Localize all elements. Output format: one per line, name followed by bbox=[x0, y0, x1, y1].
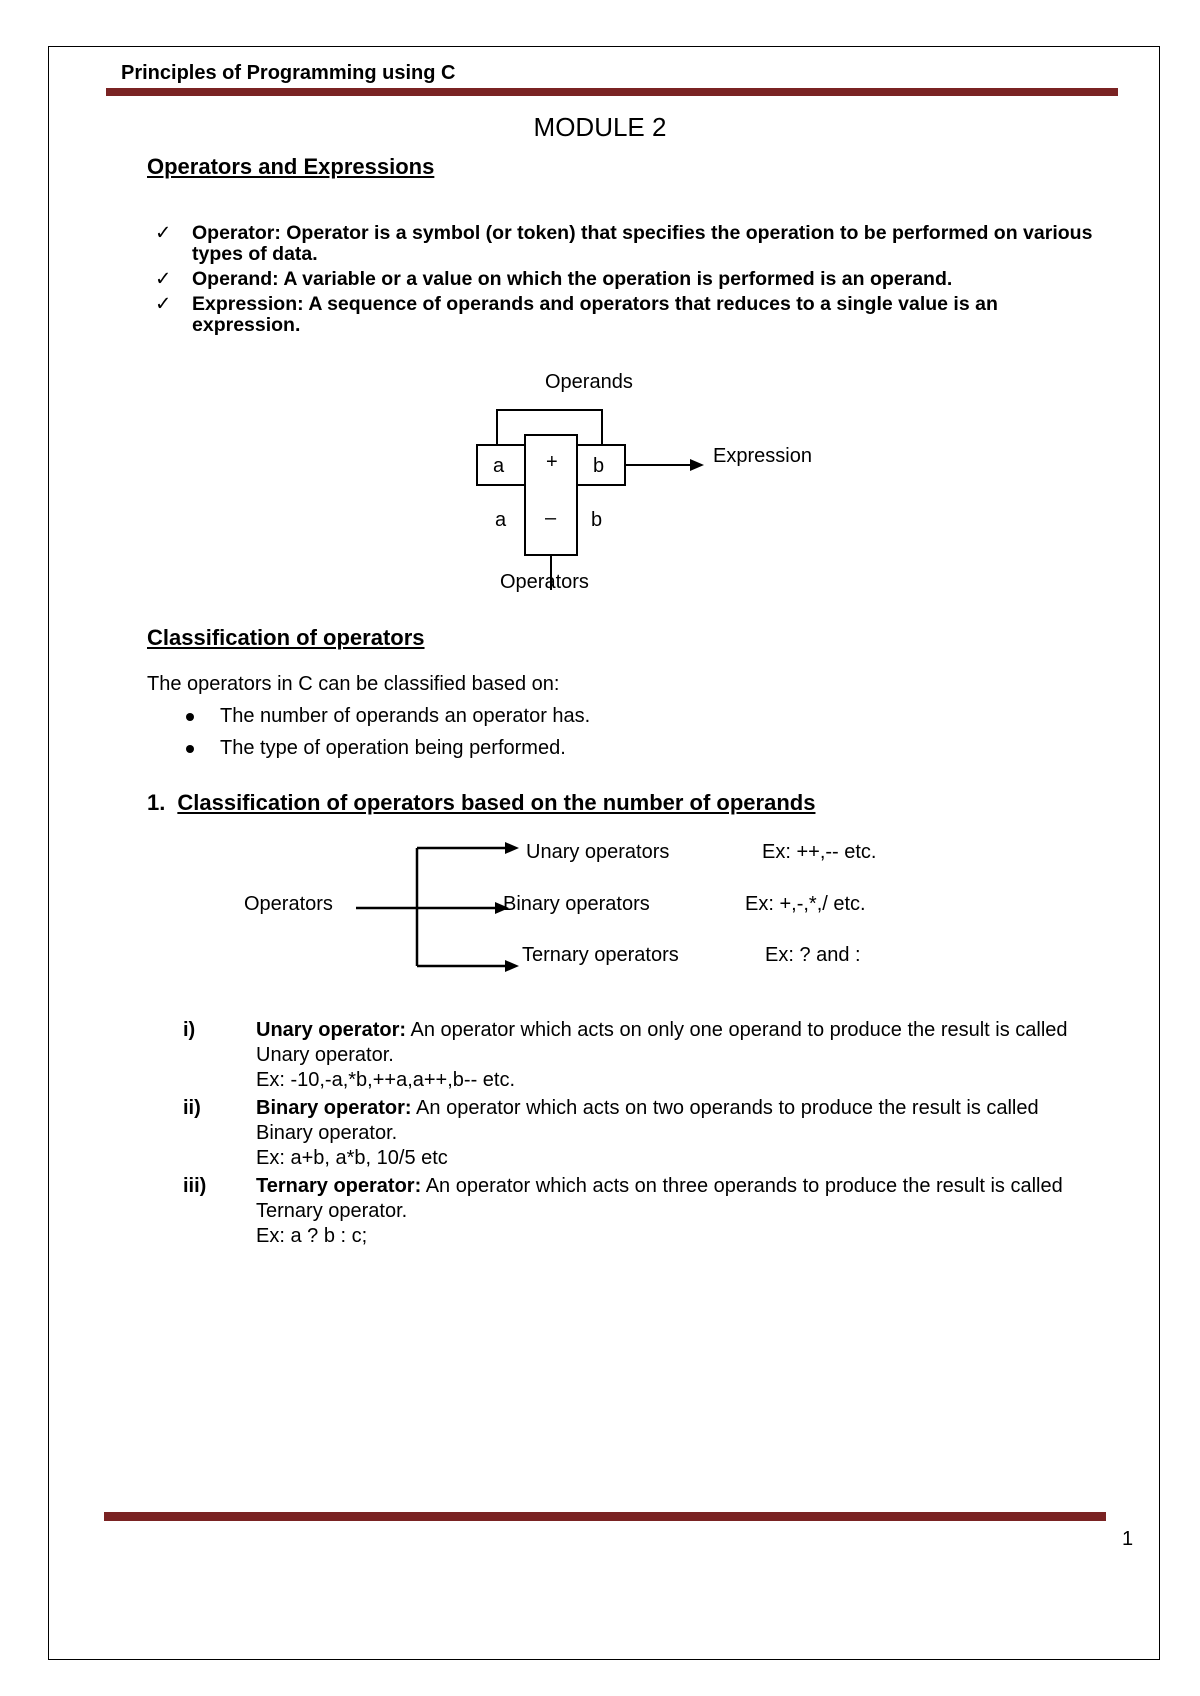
footer-rule bbox=[104, 1512, 1106, 1521]
definition-text: An operator which acts on two operands to produce the result is called Binary operator. bbox=[256, 1097, 1039, 1144]
operand-a: a bbox=[493, 455, 505, 477]
section-heading-classification: Classification of operators bbox=[147, 625, 425, 650]
list-numeral: iii) bbox=[183, 1175, 207, 1197]
definition-term: Ternary operator: bbox=[256, 1175, 422, 1197]
definition-example: Ex: -10,-a,*b,++a,a++,b-- etc. bbox=[256, 1069, 516, 1091]
operator-definitions bbox=[180, 1018, 1100, 1252]
checkmark-icon: ✓ bbox=[155, 268, 172, 290]
operands-label: Operands bbox=[545, 371, 633, 393]
module-title: MODULE 2 bbox=[533, 112, 667, 142]
check-text: Operator: Operator is a symbol (or token) that specifies the operation to be performed on various types of data. bbox=[192, 222, 1093, 265]
classification-intro: The operators in C can be classified based on: bbox=[147, 673, 560, 695]
definition-binary bbox=[180, 1096, 1100, 1171]
expression-label: Expression bbox=[713, 445, 812, 467]
binary-operators-label: Binary operators bbox=[503, 893, 650, 915]
list-numeral: i) bbox=[183, 1019, 196, 1041]
binary-operators-example: Ex: +,-,*,/ etc. bbox=[745, 893, 866, 915]
definition-ternary bbox=[180, 1174, 1100, 1249]
operand-b-row2: b bbox=[591, 509, 603, 531]
operand-a-row2: a bbox=[495, 509, 507, 531]
section-heading-operators-expressions: Operators and Expressions bbox=[147, 154, 435, 179]
section-heading-text: Classification of operators based on the number of operands bbox=[177, 790, 816, 815]
check-text: Expression: A sequence of operands and operators that reduces to a single value is an expression. bbox=[192, 293, 998, 336]
definition-example: Ex: a+b, a*b, 10/5 etc bbox=[256, 1147, 448, 1169]
list-item: The number of operands an operator has. bbox=[180, 700, 590, 732]
definition-text: An operator which acts on three operands to produce the result is called Ternary operator. bbox=[256, 1175, 1063, 1222]
list-item: The type of operation being performed. bbox=[180, 732, 590, 764]
definition-term: Binary operator: bbox=[256, 1097, 412, 1119]
header-title: Principles of Programming using C bbox=[121, 62, 456, 84]
arrowhead-ternary bbox=[505, 960, 519, 972]
definition-text: An operator which acts on only one operand to produce the result is called Unary operator. bbox=[256, 1019, 1068, 1066]
operator-plus: + bbox=[546, 451, 558, 473]
arrowhead-unary bbox=[505, 842, 519, 854]
page-number: 1 bbox=[1122, 1528, 1134, 1550]
ternary-operators-example: Ex: ? and : bbox=[765, 944, 861, 966]
unary-operators-example: Ex: ++,-- etc. bbox=[762, 841, 877, 863]
operand-b: b bbox=[593, 455, 605, 477]
tree-root-label: Operators bbox=[244, 893, 333, 915]
list-numeral: ii) bbox=[183, 1097, 201, 1119]
definition-term: Unary operator: bbox=[256, 1019, 407, 1041]
section-number: 1. bbox=[147, 790, 166, 815]
check-text: Operand: A variable or a value on which the operation is performed is an operand. bbox=[192, 268, 953, 290]
operators-label: Operators bbox=[500, 571, 589, 593]
operator-minus: – bbox=[545, 507, 557, 529]
checkmark-icon: ✓ bbox=[155, 222, 172, 244]
checkmark-icon: ✓ bbox=[155, 293, 172, 315]
definition-example: Ex: a ? b : c; bbox=[256, 1225, 368, 1247]
unary-operators-label: Unary operators bbox=[526, 841, 670, 863]
definition-unary bbox=[180, 1018, 1100, 1093]
ternary-operators-label: Ternary operators bbox=[522, 944, 679, 966]
